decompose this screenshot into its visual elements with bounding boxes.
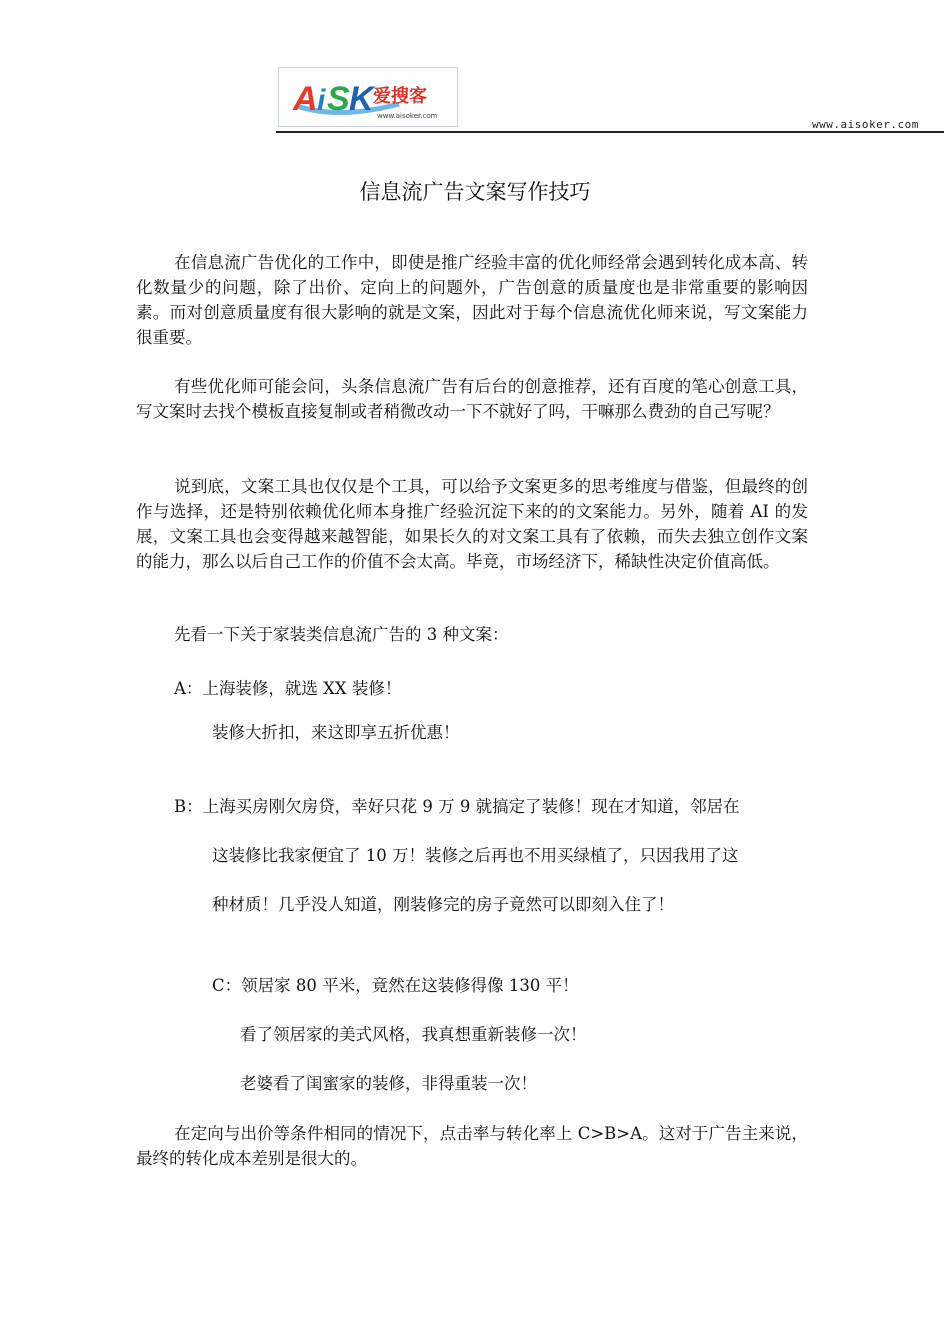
site-url: www.aisoker.com <box>812 118 919 131</box>
copy-b-line-3: 种材质！几乎没人知道，刚装修完的房子竟然可以即刻入住了！ <box>212 895 674 914</box>
header-divider <box>276 131 944 133</box>
aisoker-logo-icon <box>279 68 457 126</box>
copy-c-line-1: C：领居家 80 平米，竟然在这装修得像 130 平！ <box>212 976 579 995</box>
site-logo <box>278 67 458 127</box>
copy-b-line-2: 这装修比我家便宜了 10 万！装修之后再也不用买绿植了，只因我用了这 <box>212 846 739 865</box>
paragraph-2: 有些优化师可能会问，头条信息流广告有后台的创意推荐，还有百度的笔心创意工具，写文案时去找个模板直接复制或者稍微改动一下不就好了吗，干嘛那么费劲的自己写呢？ <box>136 377 808 421</box>
copy-a-line-1: A：上海装修，就选 XX 装修！ <box>174 679 402 698</box>
copy-c-line-3: 老婆看了闺蜜家的装修，非得重装一次！ <box>240 1074 537 1093</box>
document-title: 信息流广告文案写作技巧 <box>359 180 591 204</box>
paragraph-1: 在信息流广告优化的工作中，即使是推广经验丰富的优化师经常会遇到转化成本高、转化数量少的问题，除了出价、定向上的问题外，广告创意的质量度也是非常重要的影响因素。而对创意质量度有很大影响的就是文案，因此对于每个信息流优化师来说，写文案能力很重要。 <box>136 253 808 347</box>
logo-url: www.aisoker.com <box>377 112 438 120</box>
logo-letter-i: i <box>317 84 326 117</box>
copy-b-line-1: B：上海买房刚欠房贷，幸好只花 9 万 9 就搞定了装修！现在才知道，邻居在 <box>174 797 740 816</box>
logo-cn: 爱搜客 <box>373 86 427 107</box>
logo-letter-s: S <box>327 80 350 118</box>
intro-line: 先看一下关于家装类信息流广告的 3 种文案： <box>174 625 509 644</box>
copy-c-line-2: 看了领居家的美式风格，我真想重新装修一次！ <box>240 1025 587 1044</box>
logo-letter-a: A <box>293 80 318 118</box>
logo-letter-k: K <box>349 80 374 118</box>
paragraph-3: 说到底，文案工具也仅仅是个工具，可以给予文案更多的思考维度与借鉴，但最终的创作与选择，还是特别依赖优化师本身推广经验沉淀下来的的文案能力。另外，随着 AI 的发展，文案工具也会变得越来越智能，如果长久的对文案工具有了依赖，而失去独立创作文案的能力，那么以后自己工作的价值不会太高。毕竟，市场经济下，稀缺性决定价值高低。 <box>136 477 808 571</box>
copy-a-line-2: 装修大折扣，来这即享五折优惠！ <box>212 723 460 742</box>
paragraph-conclusion: 在定向与出价等条件相同的情况下，点击率与转化率上 C>B>A。这对于广告主来说，最终的转化成本差别是很大的。 <box>136 1124 808 1168</box>
